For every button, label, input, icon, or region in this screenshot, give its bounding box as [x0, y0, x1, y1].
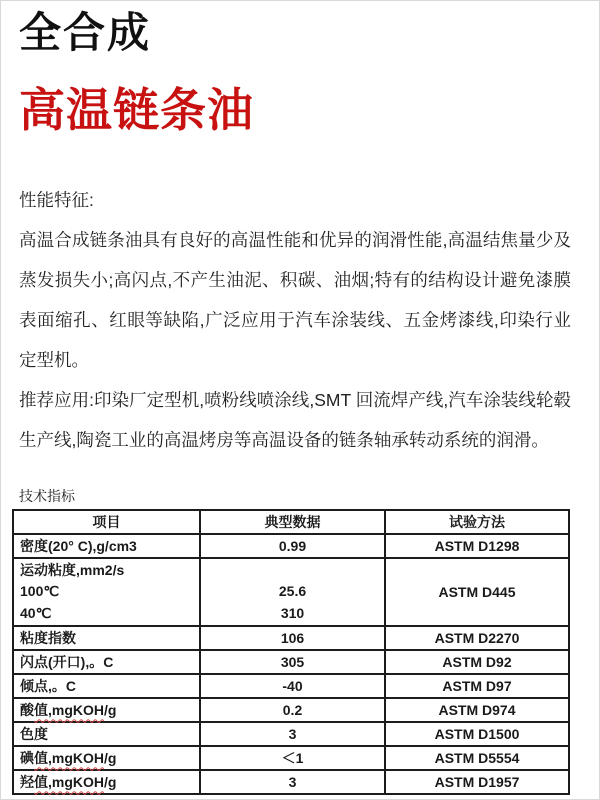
item-spellcheck-underline: 值,mgKOH [34, 702, 104, 719]
table-row [13, 746, 569, 770]
cell-item: 粘度指数 [13, 626, 200, 650]
table-row [13, 698, 569, 722]
item-text: /g [104, 774, 117, 791]
cell-item [13, 558, 200, 627]
table-row [13, 534, 569, 558]
cell-item [13, 698, 200, 722]
cell-item [13, 746, 200, 770]
item-spellcheck-underline: 值,mgKOH [34, 774, 104, 791]
item-text: 碘 [20, 750, 34, 767]
cell-item: 色度 [13, 722, 200, 746]
cell-method: ASTM D1957 [385, 770, 569, 794]
table-header-row [13, 510, 569, 534]
table-caption: 技术指标 [19, 487, 75, 504]
table-row [13, 674, 569, 698]
cell-value: 305 [200, 650, 385, 674]
features-heading: 性能特征: [19, 189, 94, 210]
cell-value: 3 [200, 770, 385, 794]
features-paragraph: 高温合成链条油具有良好的高温性能和优异的润滑性能,高温结焦量少及蒸发损失小;高闪点,不产生油泥、积碳、油烟;特有的结构设计避免漆膜表面缩孔、红眼等缺陷,广泛应用于汽车涂装线、五金烤漆线,印染行业定型机。 [19, 229, 571, 370]
item-text: 酸 [20, 702, 34, 719]
header-cell-item: 项目 [13, 510, 200, 534]
item-text: /g [104, 702, 117, 719]
cell-method: ASTM D1298 [385, 534, 569, 558]
cell-method: ASTM D974 [385, 698, 569, 722]
item-text: 羟 [20, 774, 34, 791]
cell-method: ASTM D1500 [385, 722, 569, 746]
page-title-line1: 全合成 [19, 9, 152, 56]
viscosity-value-40: 310 [280, 604, 305, 621]
page-title-line2: 高温链条油 [19, 84, 254, 137]
item-text: /g [104, 750, 117, 767]
cell-method: ASTM D5554 [385, 746, 569, 770]
table-row [13, 626, 569, 650]
viscosity-value-blank [207, 560, 378, 582]
table-row [13, 722, 569, 746]
cell-value: 0.99 [200, 534, 385, 558]
cell-value: -40 [200, 674, 385, 698]
table-row [13, 558, 569, 627]
viscosity-temp-40: 40℃ [20, 604, 52, 621]
viscosity-value-100: 25.6 [278, 583, 307, 600]
item-spellcheck-underline: 值,mgKOH [34, 750, 104, 767]
cell-method: ASTM D97 [385, 674, 569, 698]
cell-method: ASTM D445 [385, 558, 569, 627]
spec-table [12, 509, 570, 796]
cell-value: ＜1 [200, 746, 385, 770]
cell-value [200, 558, 385, 627]
cell-value: 3 [200, 722, 385, 746]
table-row [13, 650, 569, 674]
header-cell-test-method: 试验方法 [385, 510, 569, 534]
applications-paragraph: 推荐应用:印染厂定型机,喷粉线喷涂线,SMT 回流焊产线,汽车涂装线轮毂生产线,陶瓷工业的高温烤房等高温设备的链条轴承转动系统的润滑。 [19, 389, 571, 450]
viscosity-label: 运动粘度,mm2/s [20, 561, 125, 578]
cell-item: 倾点,。C [13, 674, 200, 698]
cell-method: ASTM D92 [385, 650, 569, 674]
cell-value: 0.2 [200, 698, 385, 722]
cell-value: 106 [200, 626, 385, 650]
table-row [13, 770, 569, 794]
viscosity-temp-100: 100℃ [20, 583, 60, 600]
cell-method: ASTM D2270 [385, 626, 569, 650]
cell-item [13, 770, 200, 794]
header-cell-typical-data: 典型数据 [200, 510, 385, 534]
cell-item: 闪点(开口),。C [13, 650, 200, 674]
cell-item: 密度(20° C),g/cm3 [13, 534, 200, 558]
